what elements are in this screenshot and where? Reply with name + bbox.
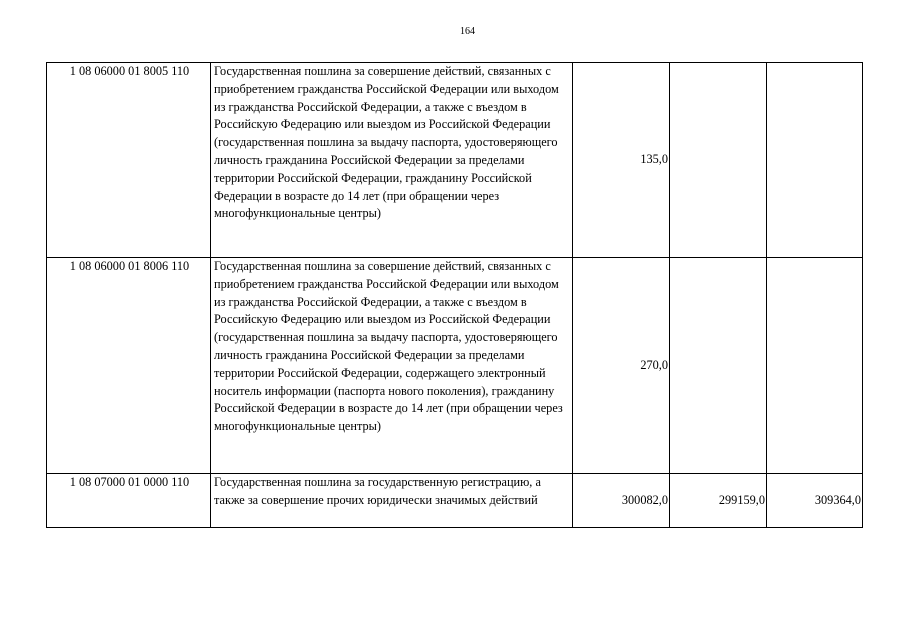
- amount-year3-cell: 309364,0: [767, 474, 863, 528]
- amount-year3-cell: [767, 258, 863, 474]
- revenue-name-cell: Государственная пошлина за государственную регистрацию, а также за совершение прочих юридически значимых действий: [211, 474, 573, 528]
- amount-year1-cell: 300082,0: [573, 474, 670, 528]
- amount-year1-cell: 270,0: [573, 258, 670, 474]
- budget-code-cell: 1 08 06000 01 8006 110: [47, 258, 211, 474]
- table-row: [47, 63, 863, 258]
- revenue-name-cell: Государственная пошлина за совершение действий, связанных с приобретением гражданства Российской Федерации или выходом из гражданства Российской Федерации, а также с въездом в Российскую Федерацию или выездом из Российской Федерации (государственная пошлина за выдачу паспорта, удостоверяющего личность гражданина Российской Федерации за пределами территории Российской Федерации, гражданину Российской Федерации в возрасте до 14 лет (при обращении через многофункциональные центры): [211, 63, 573, 258]
- amount-year2-cell: [670, 63, 767, 258]
- revenue-name-cell: Государственная пошлина за совершение действий, связанных с приобретением гражданства Российской Федерации или выходом из гражданства Российской Федерации, а также с въездом в Российскую Федерацию или выездом из Российской Федерации (государственная пошлина за выдачу паспорта, удостоверяющего личность гражданина Российской Федерации за пределами территории Российской Федерации, содержащего электронный носитель информации (паспорта нового поколения), гражданину Российской Федерации в возрасте до 14 лет (при обращении через многофункциональные центры): [211, 258, 573, 474]
- amount-year3-cell: [767, 63, 863, 258]
- page-number: 164: [460, 26, 475, 37]
- budget-revenue-table: [46, 62, 863, 528]
- amount-year1-cell: 135,0: [573, 63, 670, 258]
- table-row: [47, 258, 863, 474]
- amount-year2-cell: [670, 258, 767, 474]
- budget-code-cell: 1 08 06000 01 8005 110: [47, 63, 211, 258]
- amount-year2-cell: 299159,0: [670, 474, 767, 528]
- budget-code-cell: 1 08 07000 01 0000 110: [47, 474, 211, 528]
- table-row: [47, 474, 863, 528]
